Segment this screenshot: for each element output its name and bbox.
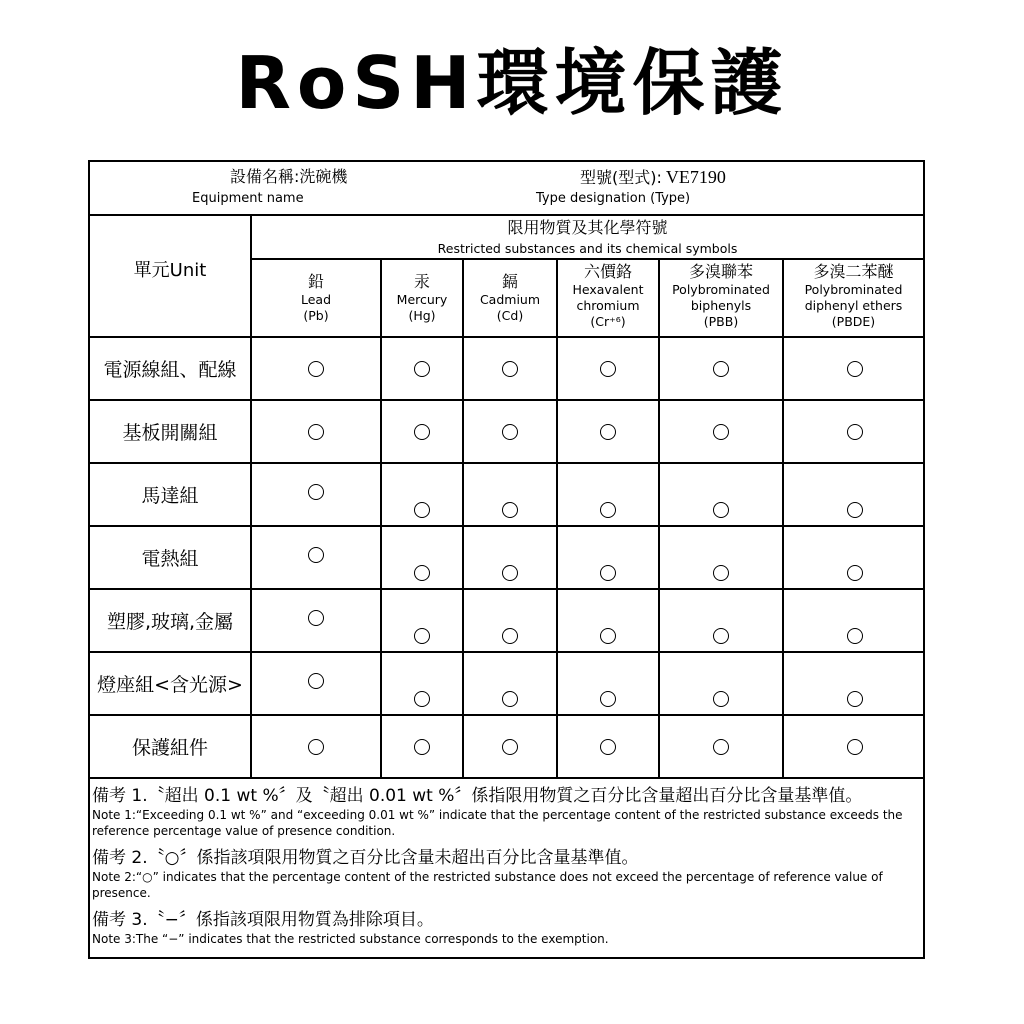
substance-cell (658, 401, 782, 462)
compliance-mark (847, 424, 863, 440)
compliance-mark (502, 565, 518, 581)
note-en: Note 1:“Exceeding 0.1 wt %” and “exceeding 0.01 wt %” indicate that the percentage content of the restricted substance exceeds the reference percentage value of presence condition. (92, 808, 903, 838)
substance-cell (658, 590, 782, 651)
substance-cell (658, 527, 782, 588)
table-row (90, 527, 923, 590)
substance-cell (462, 653, 556, 714)
table-row (90, 590, 923, 653)
table-row (90, 401, 923, 464)
substance-cell (782, 653, 925, 714)
compliance-mark (308, 673, 324, 689)
part-name: 電熱組 (141, 548, 199, 570)
substance-en: Hexavalent chromium (572, 282, 644, 313)
substance-cell (658, 653, 782, 714)
compliance-mark (713, 739, 729, 755)
compliance-mark (713, 691, 729, 707)
substance-symbol: (PBB) (703, 314, 739, 329)
substance-header-row (250, 260, 923, 338)
note-cn: 備考 1.〝超出 0.1 wt %〞及〝超出 0.01 wt %〞係指限用物質之百分比含量超出百分比含量基準值。 (92, 786, 863, 806)
compliance-mark (713, 361, 729, 377)
compliance-mark (600, 565, 616, 581)
compliance-mark (600, 361, 616, 377)
substance-cell (556, 590, 658, 651)
compliance-mark (308, 547, 324, 563)
compliance-mark (414, 565, 430, 581)
substance-en: Cadmium (479, 292, 541, 307)
part-name: 燈座組<含光源> (97, 674, 243, 696)
compliance-mark (308, 424, 324, 440)
substance-header (380, 260, 462, 336)
substance-cell (782, 590, 925, 651)
note-2 (92, 847, 921, 901)
part-name: 電源線組、配線 (103, 359, 237, 381)
part-name: 保護組件 (131, 737, 208, 759)
note-cn: 備考 2.〝○〞係指該項限用物質之百分比含量未超出百分比含量基準值。 (92, 848, 639, 868)
substance-cell (658, 464, 782, 525)
compliance-mark (308, 361, 324, 377)
compliance-mark (713, 628, 729, 644)
compliance-mark (847, 565, 863, 581)
substance-cell (556, 401, 658, 462)
page-title: RoSH環境保護 (235, 41, 789, 125)
compliance-mark (847, 361, 863, 377)
note-1 (92, 785, 921, 839)
substance-en: Polybrominated biphenyls (672, 282, 770, 313)
compliance-mark (502, 739, 518, 755)
compliance-mark (414, 361, 430, 377)
substance-cn: 汞 (413, 272, 430, 291)
substance-cell (462, 338, 556, 399)
substance-cell (380, 338, 462, 399)
unit-header: 單元Unit (90, 216, 250, 338)
substance-cell (250, 716, 380, 777)
substance-symbol: (PBDE) (831, 314, 876, 329)
compliance-mark (308, 610, 324, 626)
type-label: 型號(型式): VE7190 (580, 167, 726, 187)
compliance-mark (713, 565, 729, 581)
substance-cell (380, 464, 462, 525)
compliance-mark (847, 739, 863, 755)
compliance-mark (502, 502, 518, 518)
compliance-mark (600, 424, 616, 440)
substance-header (250, 260, 380, 336)
note-en: Note 2:“○” indicates that the percentage content of the restricted substance does not exceed the percentage of reference value of presence. (92, 870, 883, 900)
notes-section (90, 779, 923, 957)
substance-cell (250, 401, 380, 462)
substance-cn: 鎘 (501, 272, 518, 291)
substance-cell (462, 401, 556, 462)
compliance-mark (847, 628, 863, 644)
substance-cell (250, 590, 380, 651)
substance-cell (556, 338, 658, 399)
rohs-table (88, 160, 925, 959)
note-cn: 備考 3.〝−〞係指該項限用物質為排除項目。 (92, 910, 434, 930)
substance-cell (250, 653, 380, 714)
substance-cell (462, 527, 556, 588)
type-label-en: Type designation (Type) (536, 191, 691, 206)
substance-header (658, 260, 782, 336)
compliance-mark (600, 739, 616, 755)
substance-cell (556, 464, 658, 525)
substance-cell (658, 716, 782, 777)
substance-cn: 六價鉻 (583, 262, 632, 281)
compliance-mark (414, 691, 430, 707)
substance-cell (782, 716, 925, 777)
substance-en: Lead (300, 292, 332, 307)
table-row (90, 653, 923, 716)
substance-cell (462, 464, 556, 525)
compliance-mark (600, 691, 616, 707)
equipment-value: 洗碗機 (299, 167, 348, 186)
compliance-mark (502, 361, 518, 377)
substance-cn: 多溴聯苯 (688, 262, 753, 281)
substance-cell (556, 653, 658, 714)
substance-cell (658, 338, 782, 399)
substance-cell (782, 401, 925, 462)
substance-header (556, 260, 658, 336)
substance-cell (250, 527, 380, 588)
table-row (90, 716, 923, 779)
table-row (90, 338, 923, 401)
substance-cn: 多溴二苯醚 (813, 262, 894, 281)
compliance-mark (847, 502, 863, 518)
substance-symbol: (Hg) (408, 308, 436, 323)
equipment-label-en: Equipment name (192, 191, 304, 206)
compliance-mark (414, 502, 430, 518)
substance-cn: 鉛 (307, 272, 324, 291)
compliance-mark (414, 628, 430, 644)
compliance-mark (713, 424, 729, 440)
part-name: 基板開關組 (122, 422, 218, 444)
substance-cell (380, 653, 462, 714)
table-row (90, 464, 923, 527)
substance-cell (250, 338, 380, 399)
substance-symbol: (Cd) (496, 308, 524, 323)
restricted-title-cn: 限用物質及其化學符號 (507, 218, 668, 237)
note-en: Note 3:The “−” indicates that the restricted substance corresponds to the exemption. (92, 932, 609, 946)
compliance-mark (502, 628, 518, 644)
substance-cell (782, 464, 925, 525)
compliance-mark (502, 691, 518, 707)
compliance-mark (308, 484, 324, 500)
substance-header (462, 260, 556, 336)
compliance-mark (414, 739, 430, 755)
equipment-label: 設備名稱:洗碗機 (230, 167, 348, 186)
substance-symbol: (Pb) (303, 308, 329, 323)
equipment-row (90, 162, 923, 216)
part-name: 塑膠,玻璃,金屬 (106, 611, 234, 633)
substance-cell (462, 590, 556, 651)
substance-cell (556, 527, 658, 588)
substance-cell (462, 716, 556, 777)
restricted-header (250, 216, 923, 260)
substance-cell (782, 338, 925, 399)
type-value: VE7190 (665, 167, 726, 187)
substance-cell (380, 401, 462, 462)
compliance-mark (600, 628, 616, 644)
compliance-mark (502, 424, 518, 440)
substance-cell (380, 527, 462, 588)
compliance-mark (308, 739, 324, 755)
compliance-mark (713, 502, 729, 518)
restricted-title-en: Restricted substances and its chemical symbols (437, 241, 738, 256)
substance-cell (380, 590, 462, 651)
substance-cell (556, 716, 658, 777)
substance-cell (250, 464, 380, 525)
substance-en: Mercury (396, 292, 448, 307)
substance-cell (782, 527, 925, 588)
substance-cell (380, 716, 462, 777)
substance-symbol: (Cr⁺⁶) (590, 314, 626, 329)
substance-en: Polybrominated diphenyl ethers (804, 282, 903, 313)
substance-header (782, 260, 923, 336)
compliance-mark (600, 502, 616, 518)
note-3 (92, 909, 921, 947)
part-name: 馬達組 (141, 485, 199, 507)
compliance-mark (847, 691, 863, 707)
compliance-mark (414, 424, 430, 440)
